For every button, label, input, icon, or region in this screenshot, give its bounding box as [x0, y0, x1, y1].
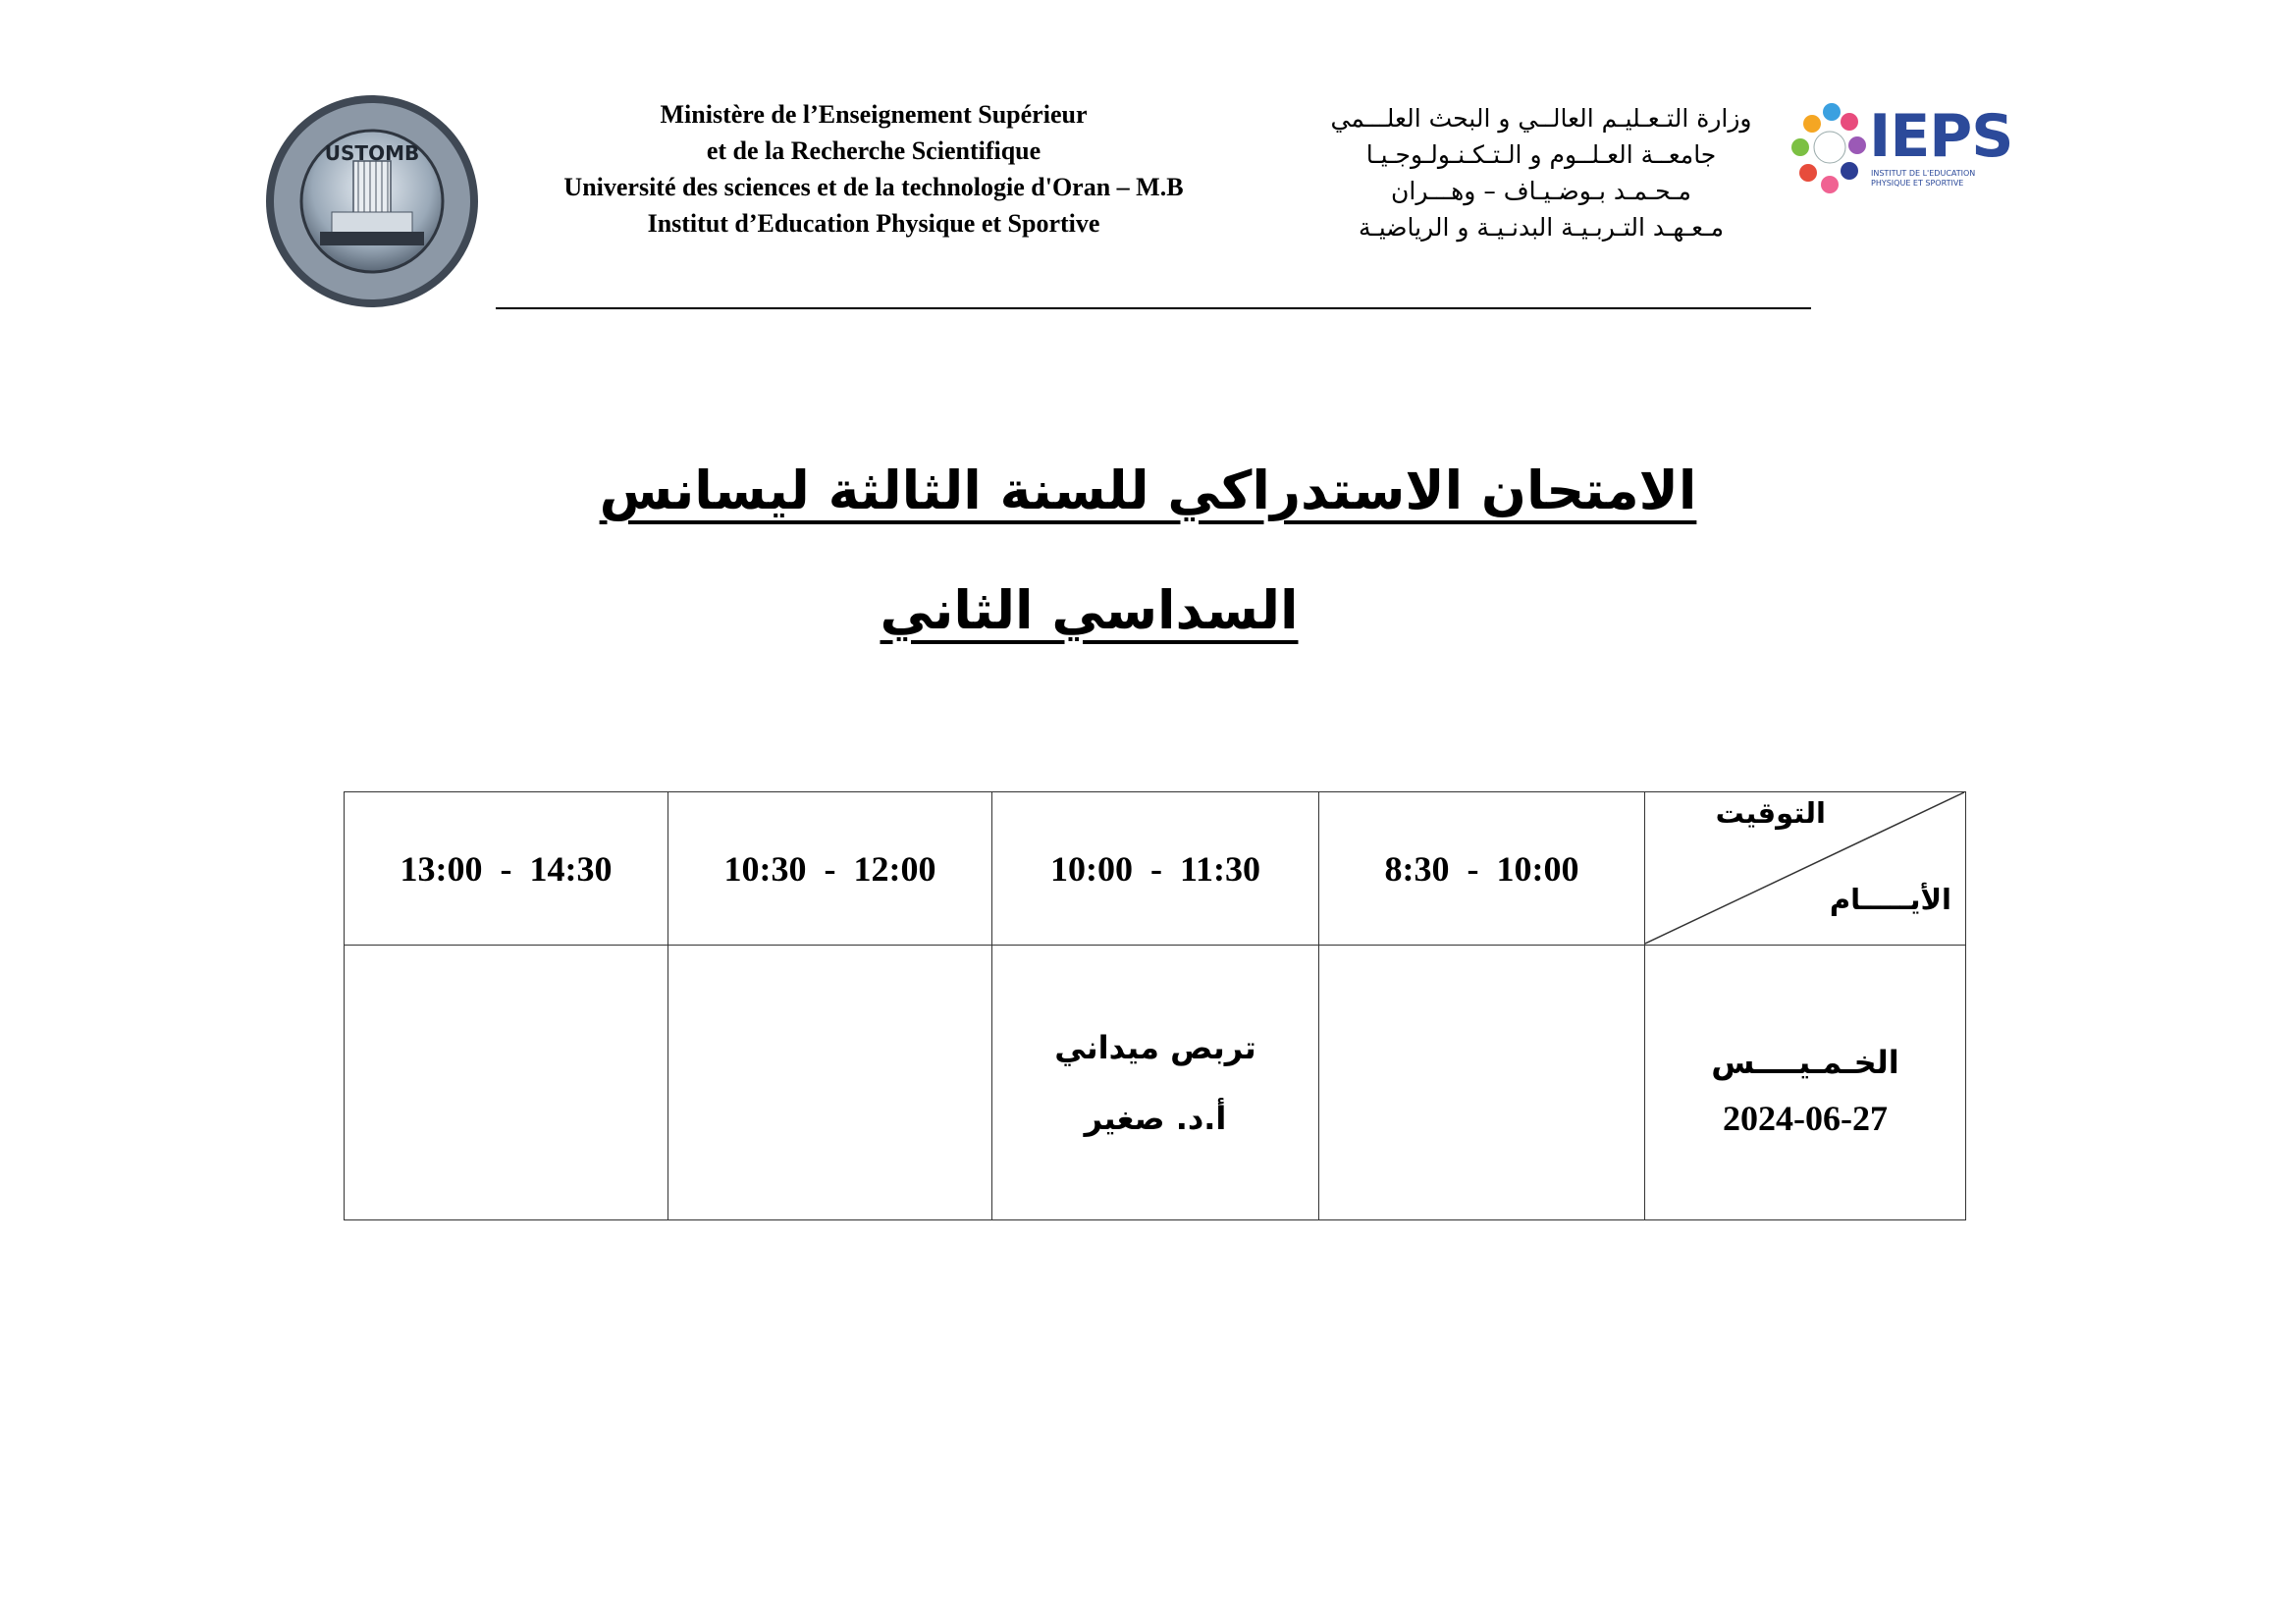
- ustomb-logo-text: USTOMB: [324, 141, 420, 165]
- page-subtitle-text: السداسي الثاني: [880, 579, 1299, 641]
- corner-time-label: التوقيت: [1715, 796, 1826, 830]
- corner-header-cell: [1645, 792, 1966, 946]
- header-ar-line: مـحـمـد بـوضـيـاف – وهـــران: [1391, 177, 1691, 205]
- exam-cell-empty: [345, 946, 668, 1220]
- header-french: [510, 96, 1237, 242]
- header-divider: [496, 307, 1811, 309]
- page-title-text: الامتحان الاستدراكي للسنة الثالثة ليسانس: [599, 460, 1697, 521]
- header-arabic: [1286, 100, 1796, 245]
- time-slot-1: 8:30 - 10:00: [1319, 792, 1645, 946]
- page-subtitle: [0, 579, 2237, 641]
- header-ar-line: جامعــة العـلــوم و الـتـكـنـولـوجـيـا: [1365, 140, 1717, 169]
- exam-cell: [992, 946, 1319, 1220]
- header-ar-line: وزارة التـعـليـم العالــي و البحث العلـــمي: [1330, 104, 1752, 133]
- ustomb-logo: [263, 92, 481, 310]
- ieps-logo: [1787, 98, 2022, 216]
- time-slot-4: 13:00 - 14:30: [345, 792, 668, 946]
- day-name: الخـمـيــــس: [1711, 1043, 1899, 1081]
- page-title: [0, 460, 2296, 521]
- day-date: 2024-06-27: [1723, 1098, 1888, 1138]
- exam-cell-empty: [1319, 946, 1645, 1220]
- time-slot-2: 10:00 - 11:30: [992, 792, 1319, 946]
- ieps-logo-subtitle: INSTITUT DE L'EDUCATION PHYSIQUE ET SPORTIVE: [1871, 169, 1976, 188]
- schedule-table: [344, 791, 1966, 1220]
- header-fr-line: Institut d’Education Physique et Sportive: [647, 209, 1100, 238]
- exam-subject: تربص ميداني: [1054, 1028, 1256, 1066]
- time-slot-3: 10:30 - 12:00: [668, 792, 992, 946]
- header-fr-line: Ministère de l’Enseignement Supérieur: [660, 100, 1088, 129]
- exam-cell-empty: [668, 946, 992, 1220]
- exam-professor: أ.د. صغير: [1084, 1099, 1227, 1137]
- header-fr-line: Université des sciences et de la technologie d'Oran – M.B: [563, 173, 1184, 201]
- table-row: [345, 946, 1966, 1220]
- table-header-row: [345, 792, 1966, 946]
- corner-days-label: الأيـــــام: [1829, 883, 1951, 916]
- ieps-logo-text: IEPS: [1869, 102, 2013, 171]
- header-fr-line: et de la Recherche Scientifique: [706, 136, 1041, 165]
- day-cell: [1645, 946, 1966, 1220]
- header-ar-line: مـعـهـد التـربـيـة البدنـيـة و الرياضيـة: [1359, 213, 1724, 242]
